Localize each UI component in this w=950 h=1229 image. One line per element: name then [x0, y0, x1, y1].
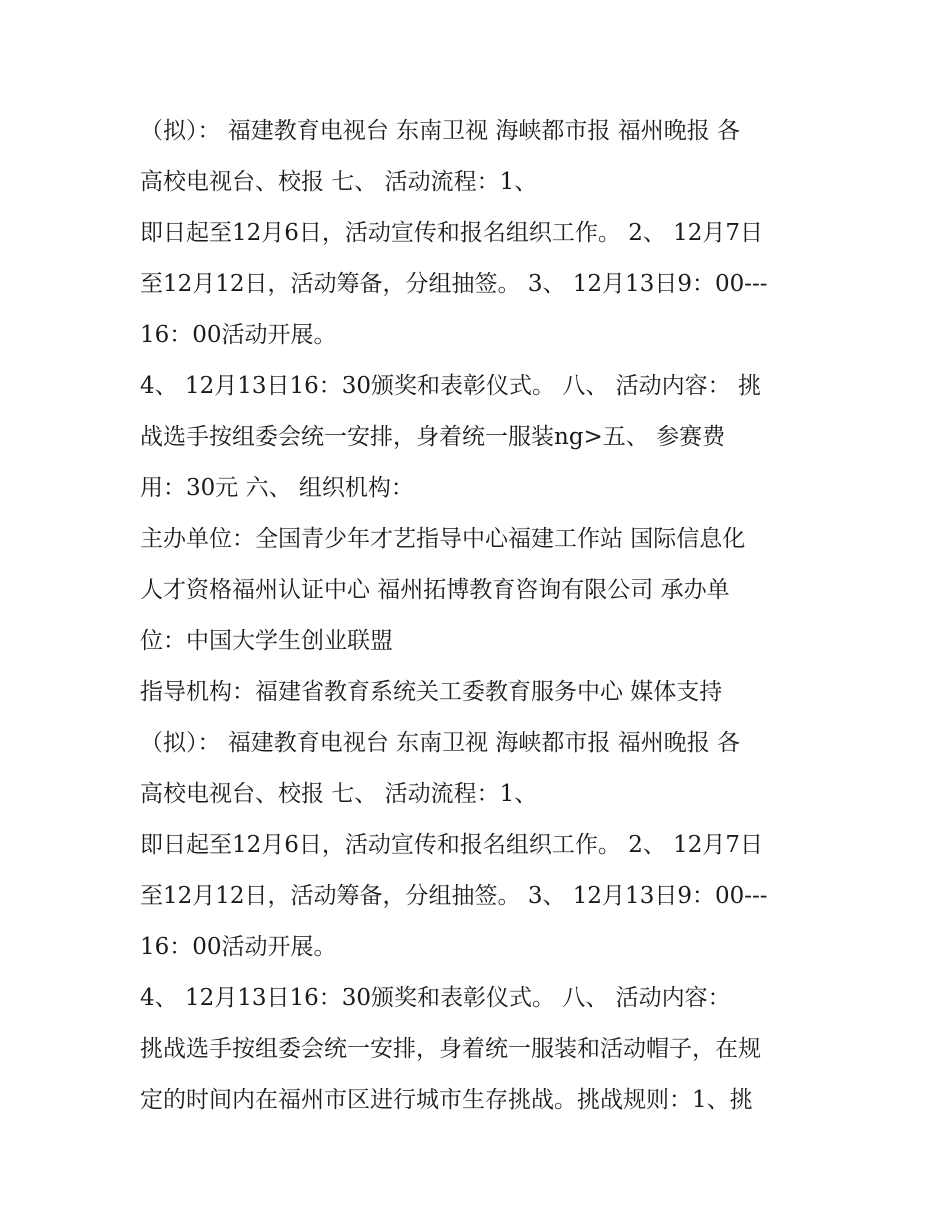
- text-line: 即日起至12月6日，活动宣传和报名组织工作。 2、 12月7日: [140, 832, 764, 858]
- text-line: 高校电视台、校报 七、 活动流程：1、: [140, 781, 538, 807]
- text-line: （拟）： 福建教育电视台 东南卫视 海峡都市报 福州晚报 各: [140, 118, 741, 144]
- text-line: 16：00活动开展。: [140, 934, 337, 960]
- text-line: 挑战选手按组委会统一安排，身着统一服装和活动帽子，在规: [140, 1036, 761, 1062]
- text-line: 位：中国大学生创业联盟: [140, 628, 393, 654]
- text-line: 指导机构：福建省教育系统关工委教育服务中心 媒体支持: [140, 679, 723, 705]
- text-line: 16：00活动开展。: [140, 322, 337, 348]
- text-line: 4、 12月13日16：30颁奖和表彰仪式。 八、 活动内容：: [140, 985, 731, 1011]
- text-line: 用：30元 六、 组织机构：: [140, 475, 414, 501]
- text-line: 4、 12月13日16：30颁奖和表彰仪式。 八、 活动内容： 挑: [140, 373, 761, 399]
- text-line: （拟）： 福建教育电视台 东南卫视 海峡都市报 福州晚报 各: [140, 730, 741, 756]
- document-body: [140, 109, 820, 1129]
- text-line: 至12月12日，活动筹备，分组抽签。 3、 12月13日9：00---: [140, 883, 768, 909]
- text-line: 定的时间内在福州市区进行城市生存挑战。挑战规则：1、挑: [140, 1087, 753, 1113]
- text-line: 人才资格福州认证中心 福州拓博教育咨询有限公司 承办单: [140, 577, 730, 603]
- text-line: 至12月12日，活动筹备，分组抽签。 3、 12月13日9：00---: [140, 271, 768, 297]
- text-line: 即日起至12月6日，活动宣传和报名组织工作。 2、 12月7日: [140, 220, 764, 246]
- text-line: 高校电视台、校报 七、 活动流程：1、: [140, 169, 538, 195]
- text-line: 主办单位：全国青少年才艺指导中心福建工作站 国际信息化: [140, 526, 746, 552]
- text-line: 战选手按组委会统一安排，身着统一服装ng>五、 参赛费: [140, 424, 726, 450]
